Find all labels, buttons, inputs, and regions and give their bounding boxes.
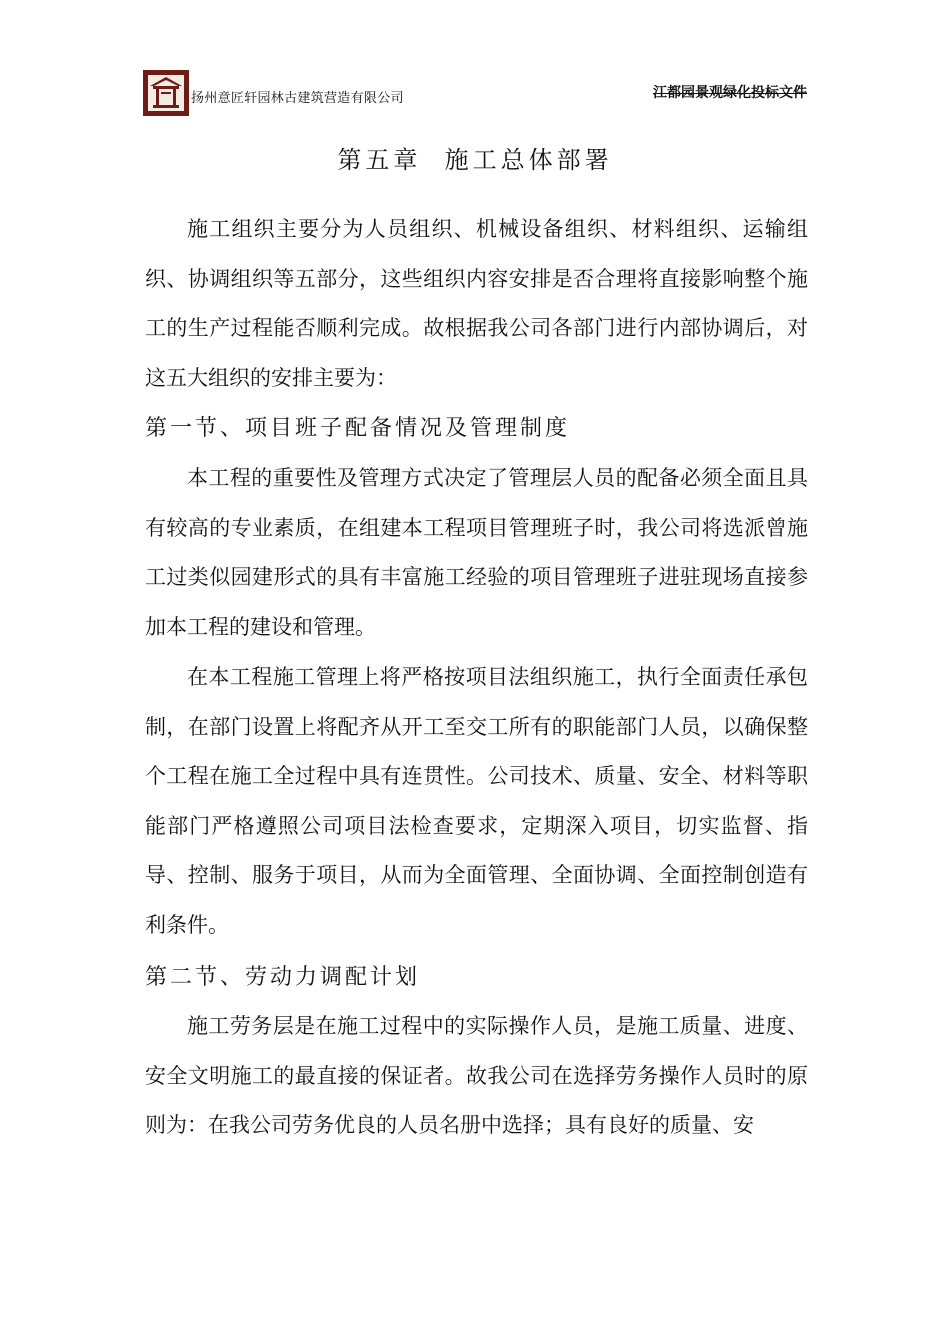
chapter-title: 第五章 施工总体部署: [337, 146, 613, 174]
section-heading-1: 第一节、项目班子配备情况及管理制度: [145, 416, 571, 441]
paragraph-team: 本工程的重要性及管理方式决定了管理层人员的配备必须全面且具有较高的专业素质，在组建本工程项目管理班子时，我公司将选派曾施工过类似园建形式的具有丰富施工经验的项目管理班子进驻现场直接参加本工程的建设和管理。: [145, 466, 808, 639]
company-name: 扬州意匠轩园林古建筑营造有限公司: [191, 91, 404, 106]
paragraph-intro: 施工组织主要分为人员组织、机械设备组织、材料组织、运输组织、协调组织等五部分，这些组织内容安排是否合理将直接影响整个施工的生产过程能否顺利完成。故根据我公司各部门进行内部协调后，对这五大组织的安排主要为：: [145, 217, 808, 390]
paragraph-management: 在本工程施工管理上将严格按项目法组织施工，执行全面责任承包制，在部门设置上将配齐从开工至交工所有的职能部门人员，以确保整个工程在施工全过程中具有连贯性。公司技术、质量、安全、材料等职能部门严格遵照公司项目法检查要求，定期深入项目，切实监督、指导、控制、服务于项目，从而为全面管理、全面协调、全面控制创造有利条件。: [145, 665, 808, 937]
page-header: [143, 70, 807, 118]
paragraph-labor: 施工劳务层是在施工过程中的实际操作人员，是施工质量、进度、安全文明施工的最直接的保证者。故我公司在选择劳务操作人员时的原则为：在我公司劳务优良的人员名册中选择；具有良好的质量、安: [145, 1014, 808, 1137]
company-logo: [143, 70, 189, 116]
document-title: 江都园景观绿化投标文件: [653, 85, 807, 101]
section-heading-2: 第二节、劳动力调配计划: [145, 965, 421, 990]
pavilion-logo-icon: [143, 70, 189, 116]
